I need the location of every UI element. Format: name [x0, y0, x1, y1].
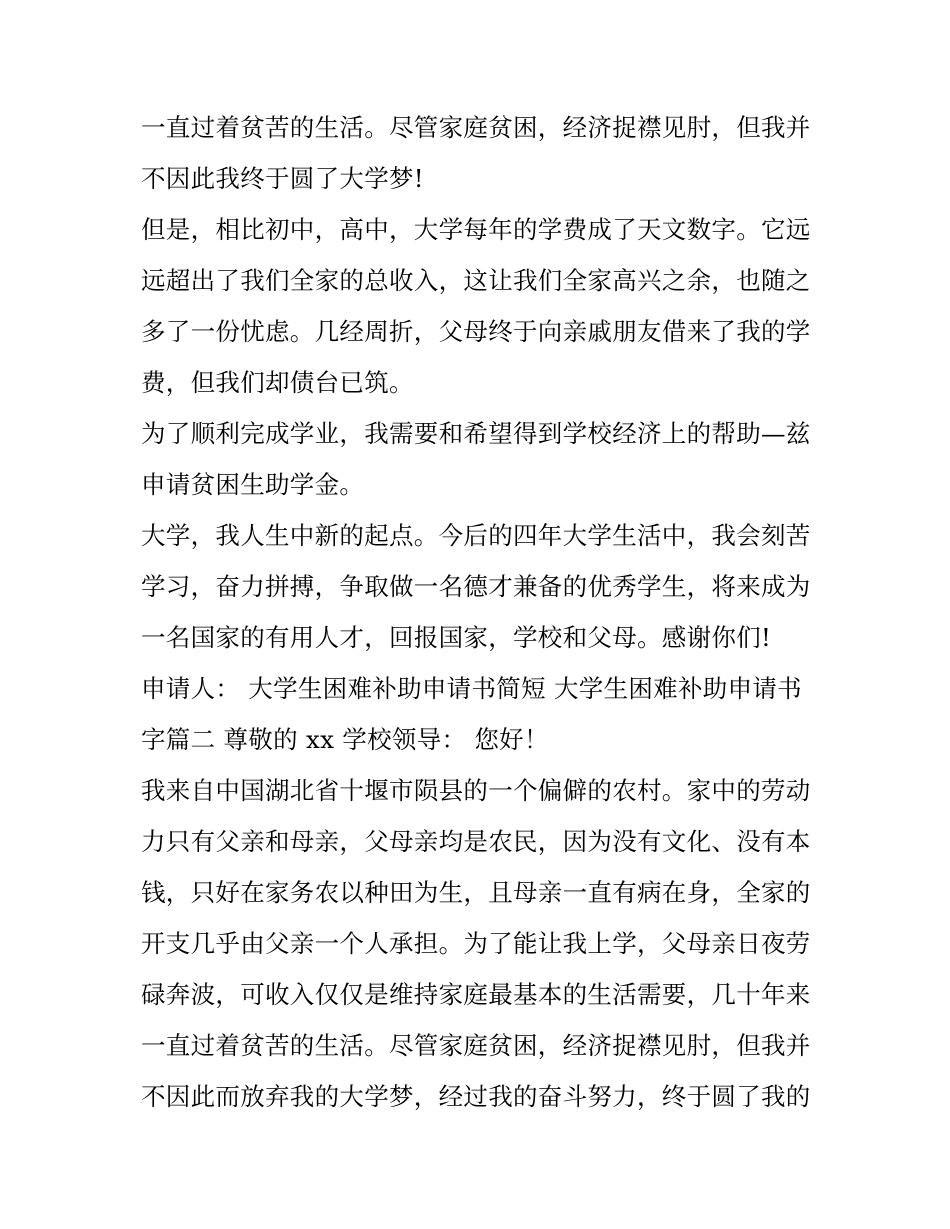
text-line: 一直过着贫苦的生活。尽管家庭贫困，经济捉襟见肘，但我并: [141, 113, 811, 142]
text-line: 大学，我人生中新的起点。今后的四年大学生活中，我会刻苦: [141, 521, 811, 550]
text-line: 一名国家的有用人才，回报国家，学校和父母。感谢你们!: [141, 623, 772, 652]
text-line: 我来自中国湖北省十堰市陨县的一个偏僻的农村。家中的劳动: [141, 776, 811, 805]
text-line: 费，但我们却债台已筑。: [141, 368, 414, 397]
text-line: 申请贫困生助学金。: [141, 470, 365, 499]
text-line: 为了顺利完成学业，我需要和希望得到学校经济上的帮助—兹: [141, 419, 811, 448]
document-body: [141, 102, 821, 1122]
text-line: 多了一份忧虑。几经周折，父母终于向亲戚朋友借来了我的学: [141, 317, 811, 346]
text-line: 申请人： 大学生困难补助申请书简短 大学生困难补助申请书: [141, 674, 802, 703]
text-line: 学习，奋力拼搏，争取做一名德才兼备的优秀学生，将来成为: [141, 572, 811, 601]
text-line: 力只有父亲和母亲，父母亲均是农民，因为没有文化、没有本: [141, 827, 811, 856]
text-line: 不因此而放弃我的大学梦，经过我的奋斗努力，终于圆了我的: [141, 1082, 811, 1111]
text-line: 一直过着贫苦的生活。尽管家庭贫困，经济捉襟见肘，但我并: [141, 1031, 811, 1060]
text-line: 远超出了我们全家的总收入，这让我们全家高兴之余，也随之: [141, 266, 811, 295]
text-line: 不因此我终于圆了大学梦!: [141, 164, 424, 193]
text-line: 开支几乎由父亲一个人承担。为了能让我上学，父母亲日夜劳: [141, 929, 811, 958]
text-line: 字篇二 尊敬的 xx 学校领导： 您好！: [141, 725, 549, 754]
text-line: 碌奔波，可收入仅仅是维持家庭最基本的生活需要，几十年来: [141, 980, 811, 1009]
text-line: 但是，相比初中，高中，大学每年的学费成了天文数字。它远: [141, 215, 811, 244]
text-line: 钱，只好在家务农以种田为生，且母亲一直有病在身，全家的: [141, 878, 811, 907]
